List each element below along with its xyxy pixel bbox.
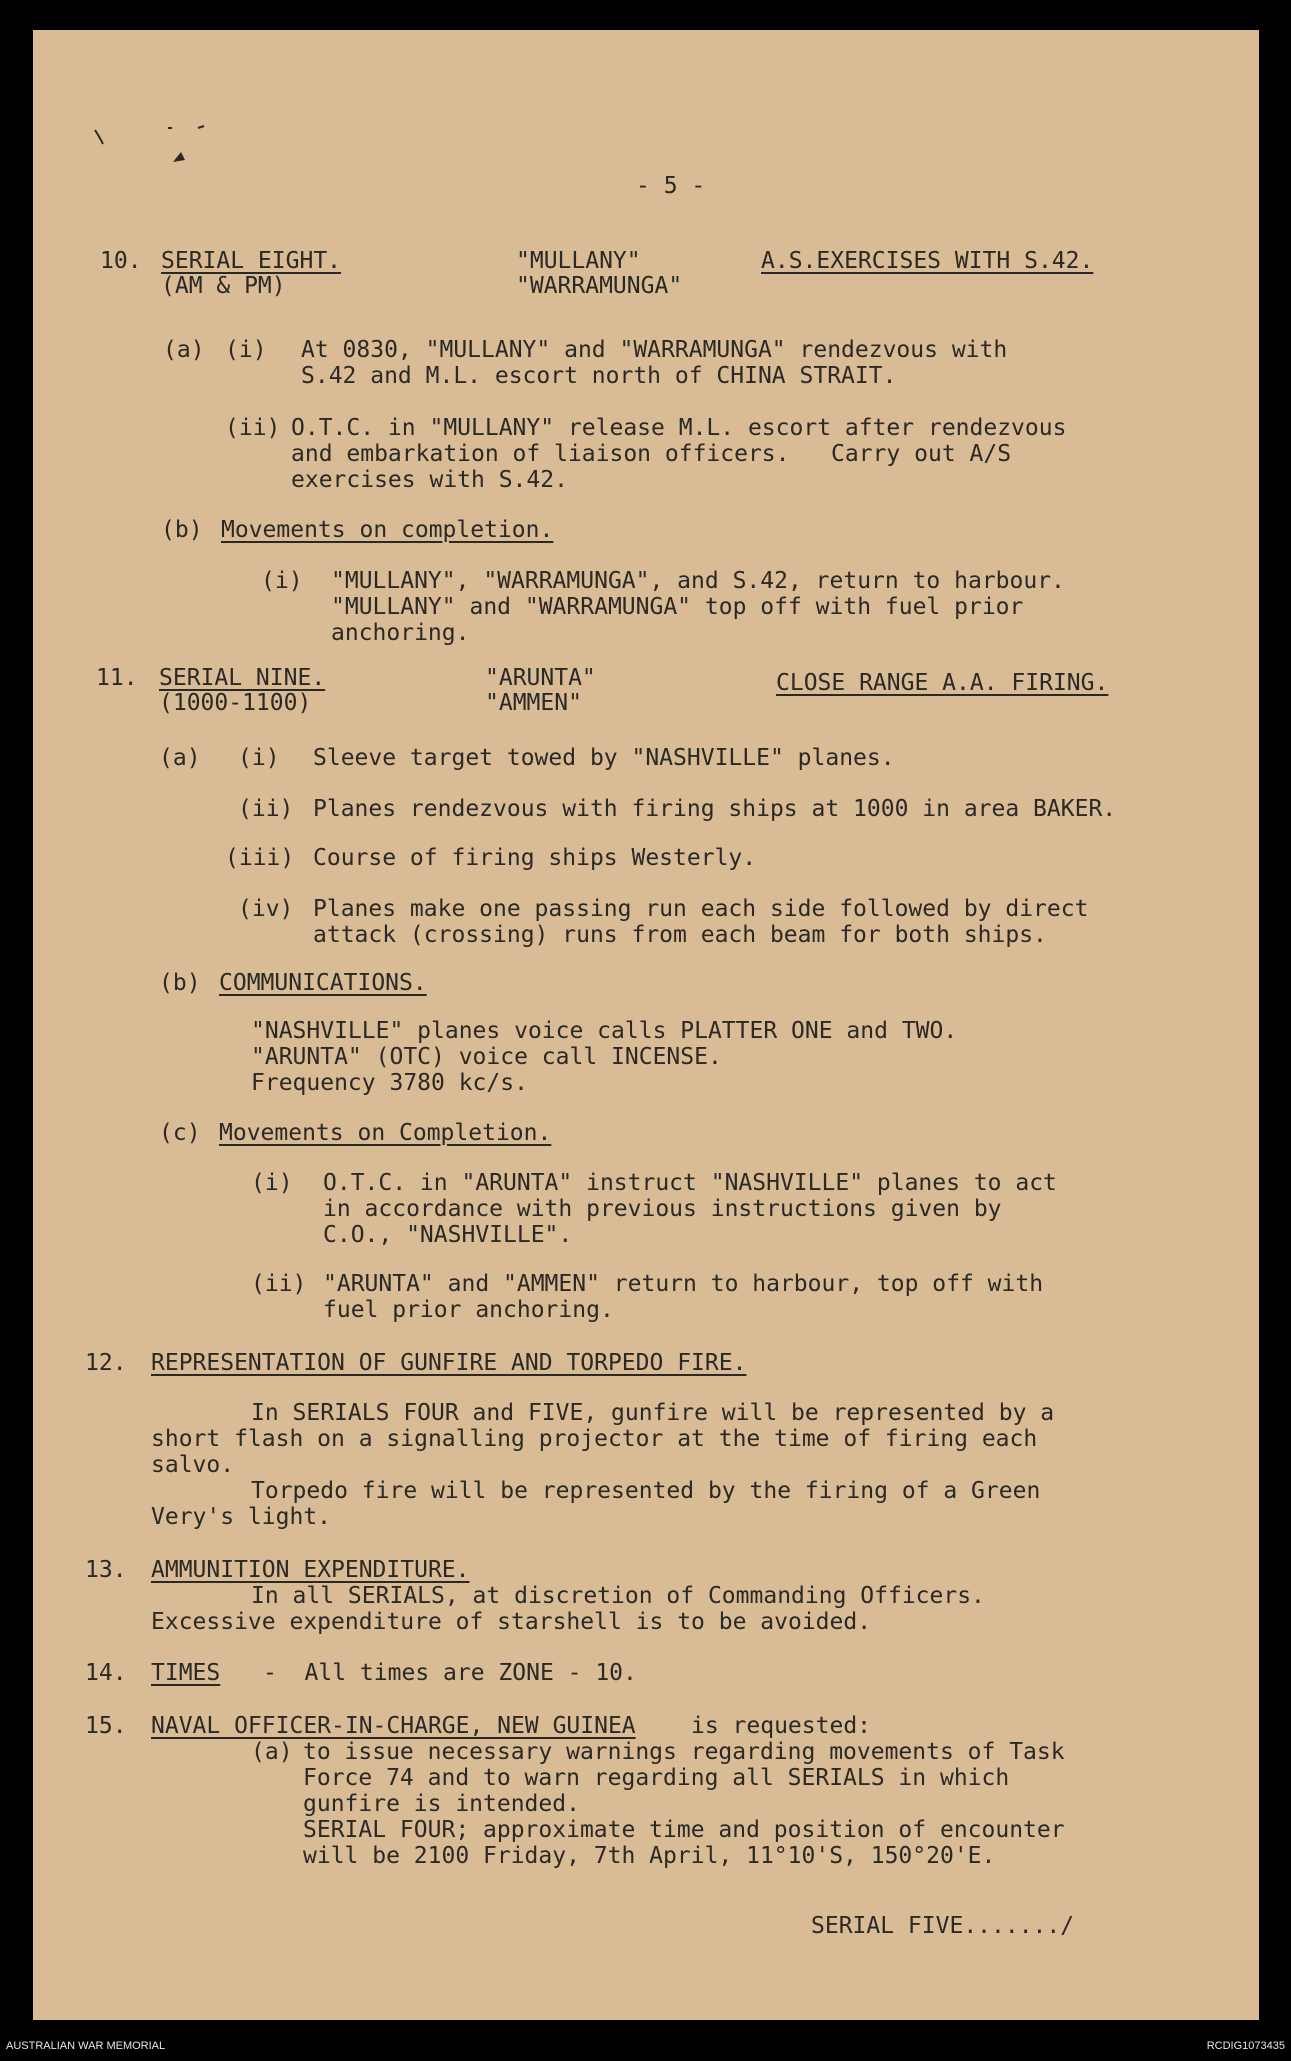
s11-b-line: "NASHVILLE" planes voice calls PLATTER ONE and TWO. bbox=[251, 1018, 958, 1044]
s10-a-i-line: S.42 and M.L. escort north of CHINA STRAIT. bbox=[301, 363, 897, 389]
s11-a-i-label: (i) bbox=[238, 745, 280, 771]
section-13-number: 13. bbox=[85, 1557, 127, 1583]
section-14-number: 14. bbox=[85, 1660, 127, 1686]
footer-left: AUSTRALIAN WAR MEMORIAL bbox=[6, 2040, 166, 2052]
section-10-number: 10. bbox=[100, 248, 142, 274]
s11-c-label: (c) bbox=[159, 1120, 201, 1146]
section-11-ship-2: "AMMEN" bbox=[485, 690, 582, 716]
s11-a-iii-line: Course of firing ships Westerly. bbox=[313, 845, 757, 871]
s10-b-i-label: (i) bbox=[261, 568, 303, 594]
s15-line: will be 2100 Friday, 7th April, 11°10'S, 150°20'E. bbox=[303, 1843, 996, 1869]
continuation-text: SERIAL FIVE......./ bbox=[811, 1913, 1075, 1939]
section-10-heading: A.S.EXERCISES WITH S.42. bbox=[761, 248, 1094, 274]
section-11-ship-1: "ARUNTA" bbox=[485, 665, 596, 691]
s13-line: In all SERIALS, at discretion of Commanding Officers. bbox=[251, 1583, 985, 1609]
s13-line: Excessive expenditure of starshell is to be avoided. bbox=[151, 1609, 872, 1635]
s10-a-ii-line: O.T.C. in "MULLANY" release M.L. escort after rendezvous bbox=[291, 415, 1067, 441]
s12-line: Very's light. bbox=[151, 1504, 332, 1530]
s15-line: Force 74 and to warn regarding all SERIALS in which bbox=[303, 1765, 1010, 1791]
s11-a-ii-label: (ii) bbox=[238, 796, 294, 822]
section-15-title-rest: is requested: bbox=[691, 1713, 872, 1739]
section-13-title: AMMUNITION EXPENDITURE. bbox=[151, 1557, 470, 1583]
section-14-title: TIMES bbox=[151, 1660, 221, 1686]
s14-text: - All times are ZONE - 10. bbox=[263, 1660, 637, 1686]
section-15-number: 15. bbox=[85, 1713, 127, 1739]
s12-line: Torpedo fire will be represented by the firing of a Green bbox=[251, 1478, 1041, 1504]
s11-c-title: Movements on Completion. bbox=[219, 1120, 552, 1146]
section-12-title: REPRESENTATION OF GUNFIRE AND TORPEDO FIRE. bbox=[151, 1350, 747, 1376]
s10-b-label: (b) bbox=[161, 517, 203, 543]
s10-b-i-line: "MULLANY", "WARRAMUNGA", and S.42, return to harbour. bbox=[331, 568, 1065, 594]
s10-b-i-line: anchoring. bbox=[331, 620, 470, 646]
s11-c-ii-line: fuel prior anchoring. bbox=[323, 1297, 614, 1323]
s12-line: In SERIALS FOUR and FIVE, gunfire will be represented by a bbox=[251, 1400, 1055, 1426]
s11-a-iv-label: (iv) bbox=[238, 896, 294, 922]
s11-b-line: Frequency 3780 kc/s. bbox=[251, 1070, 528, 1096]
s11-c-i-line: O.T.C. in "ARUNTA" instruct "NASHVILLE" planes to act bbox=[323, 1170, 1057, 1196]
s15-line: to issue necessary warnings regarding movements of Task bbox=[303, 1739, 1065, 1765]
s12-line: salvo. bbox=[151, 1452, 235, 1478]
s11-a-iv-line: Planes make one passing run each side followed by direct bbox=[313, 896, 1089, 922]
section-12-number: 12. bbox=[85, 1350, 127, 1376]
s10-a-i-line: At 0830, "MULLANY" and "WARRAMUNGA" rendezvous with bbox=[301, 337, 1008, 363]
s10-b-title: Movements on completion. bbox=[221, 517, 554, 543]
s11-c-i-line: in accordance with previous instructions given by bbox=[323, 1196, 1002, 1222]
document-page bbox=[33, 30, 1259, 2020]
s11-c-ii-line: "ARUNTA" and "AMMEN" return to harbour, top off with bbox=[323, 1271, 1044, 1297]
s10-a-label: (a) bbox=[163, 337, 205, 363]
s10-b-i-line: "MULLANY" and "WARRAMUNGA" top off with fuel prior bbox=[331, 594, 1024, 620]
s11-c-ii-label: (ii) bbox=[251, 1271, 307, 1297]
s11-b-label: (b) bbox=[159, 970, 201, 996]
section-11-title: SERIAL NINE. bbox=[159, 665, 326, 691]
ink-marks bbox=[83, 90, 223, 170]
page-number: - 5 - bbox=[636, 173, 706, 199]
section-15-title: NAVAL OFFICER-IN-CHARGE, NEW GUINEA bbox=[151, 1713, 636, 1739]
s10-a-ii-line: exercises with S.42. bbox=[291, 467, 568, 493]
section-11-heading: CLOSE RANGE A.A. FIRING. bbox=[776, 670, 1109, 696]
s11-a-label: (a) bbox=[159, 745, 201, 771]
s11-b-line: "ARUNTA" (OTC) voice call INCENSE. bbox=[251, 1044, 722, 1070]
s15-line: gunfire is intended. bbox=[303, 1791, 580, 1817]
section-11-number: 11. bbox=[96, 665, 138, 691]
s11-a-iv-line: attack (crossing) runs from each beam for both ships. bbox=[313, 922, 1047, 948]
s10-a-ii-line: and embarkation of liaison officers. Carry out A/S bbox=[291, 441, 1012, 467]
s10-a-i-label: (i) bbox=[225, 337, 267, 363]
section-10-ship-2: "WARRAMUNGA" bbox=[516, 273, 683, 299]
s12-line: short flash on a signalling projector at the time of firing each bbox=[151, 1426, 1038, 1452]
s11-b-title: COMMUNICATIONS. bbox=[219, 970, 427, 996]
section-10-time: (AM & PM) bbox=[161, 273, 286, 299]
s11-a-i-line: Sleeve target towed by "NASHVILLE" planes. bbox=[313, 745, 895, 771]
s15-a-label: (a) bbox=[251, 1739, 293, 1765]
footer-right: RCDIG1073435 bbox=[1206, 2040, 1285, 2052]
section-10-title: SERIAL EIGHT. bbox=[161, 248, 342, 274]
s10-a-ii-label: (ii) bbox=[225, 415, 281, 441]
s15-line: SERIAL FOUR; approximate time and position of encounter bbox=[303, 1817, 1065, 1843]
s11-a-ii-line: Planes rendezvous with firing ships at 1000 in area BAKER. bbox=[313, 796, 1117, 822]
s11-c-i-line: C.O., "NASHVILLE". bbox=[323, 1222, 573, 1248]
section-10-ship-1: "MULLANY" bbox=[516, 248, 641, 274]
s11-c-i-label: (i) bbox=[251, 1170, 293, 1196]
s11-a-iii-label: (iii) bbox=[225, 845, 295, 871]
section-11-time: (1000-1100) bbox=[159, 690, 312, 716]
